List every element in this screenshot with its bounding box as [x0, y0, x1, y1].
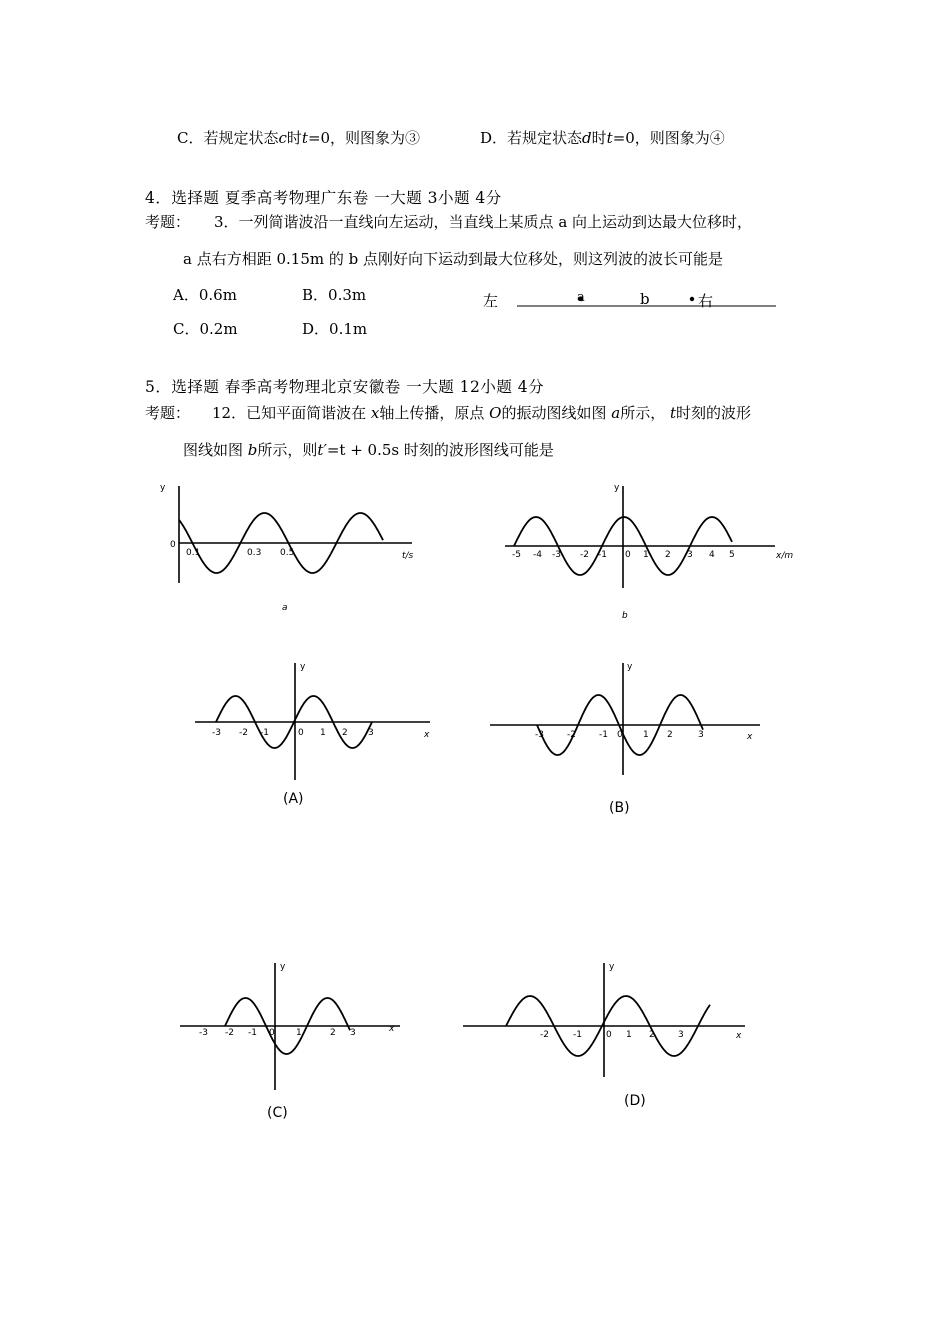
tick-label: 2: [342, 728, 348, 738]
tick-label: 4: [709, 550, 715, 560]
tick-label: 3: [687, 550, 693, 560]
q4-option-b: B．0.3m: [302, 286, 367, 304]
figure-option-d: [460, 955, 760, 1120]
tick-label: 1: [296, 1028, 302, 1038]
q4-prefix: 考题：: [145, 213, 191, 231]
tick-label: 1: [626, 1030, 632, 1040]
fig-B-caption: (B): [609, 800, 630, 816]
fig-A-ticks: [212, 728, 374, 738]
fig-a-y-label: y: [160, 483, 166, 493]
q4-option-c: C．0.2m: [173, 320, 238, 338]
fig-A-caption: (A): [283, 791, 304, 807]
tick-label: 0: [269, 1028, 275, 1038]
figure-b-waveform: [500, 478, 810, 628]
tick-label: -3: [552, 550, 561, 560]
q5-stem-line2: 图线如图 b所示，则t′=t + 0.5s 时刻的波形图线可能是: [183, 441, 554, 459]
tick-label: 2: [667, 730, 673, 740]
tick-label: -3: [535, 730, 544, 740]
fig-D-x-label: x: [736, 1031, 742, 1041]
tick-label: 3: [698, 730, 704, 740]
diagram-right-label: 右: [698, 292, 714, 310]
figure-a-vibration: [150, 478, 430, 618]
tick-label: -2: [567, 730, 576, 740]
tick-label: -2: [239, 728, 248, 738]
tick-label: 0: [606, 1030, 612, 1040]
fig-a-tick-0-1: 0.1: [186, 548, 201, 558]
tick-label: 5: [729, 550, 735, 560]
tick-label: 3: [350, 1028, 356, 1038]
fig-a-caption: a: [282, 603, 288, 613]
tick-label: 2: [649, 1030, 655, 1040]
tick-label: 1: [643, 550, 649, 560]
q5-prefix: 考题：: [145, 404, 191, 422]
tick-label: 1: [643, 730, 649, 740]
fig-B-x-label: x: [747, 732, 753, 742]
figure-option-b: [485, 655, 765, 825]
tick-label: -1: [599, 730, 608, 740]
tick-label: -2: [580, 550, 589, 560]
q4-option-a: A．0.6m: [173, 286, 237, 304]
fig-B-ticks: [535, 730, 704, 740]
q5-header: 5．选择题 春季高考物理北京安徽卷 一大题 12小题 4分: [145, 378, 545, 396]
tick-label: 3: [368, 728, 374, 738]
tick-label: -2: [225, 1028, 234, 1038]
fig-D-y-label: y: [609, 962, 615, 972]
fig-a-origin: 0: [170, 540, 176, 550]
tick-label: 2: [330, 1028, 336, 1038]
tick-label: 2: [665, 550, 671, 560]
point-a-label: a: [577, 290, 585, 305]
tick-label: 0: [617, 730, 623, 740]
fig-C-x-label: x: [389, 1024, 395, 1034]
fig-C-y-label: y: [280, 962, 286, 972]
tick-label: -1: [598, 550, 607, 560]
fig-a-tick-0-3: 0.3: [247, 548, 262, 558]
fig-A-x-label: x: [424, 730, 430, 740]
figure-option-c: [175, 955, 415, 1130]
figure-option-a: [190, 655, 450, 815]
fig-C-caption: (C): [267, 1105, 288, 1121]
tick-label: -1: [260, 728, 269, 738]
diagram-left-label: 左: [483, 292, 499, 310]
q4-stem-line1: 3．一列简谐波沿一直线向左运动，当直线上某质点 a 向上运动到达最大位移时，: [214, 213, 753, 231]
tick-label: 0: [625, 550, 631, 560]
fig-a-tick-0-5: 0.5: [280, 548, 295, 558]
q4-option-d: D．0.1m: [302, 320, 368, 338]
fig-a-x-label: t/s: [402, 551, 414, 561]
q5-stem-line1: 12．已知平面简谐波在 x轴上传播，原点 O的振动图线如图 a所示， t时刻的波形: [212, 404, 752, 422]
tick-label: -3: [212, 728, 221, 738]
q4-header: 4．选择题 夏季高考物理广东卷 一大题 3小题 4分: [145, 189, 502, 207]
option-c: C．若规定状态c时t=0，则图象为③: [177, 129, 421, 147]
tick-label: -2: [540, 1030, 549, 1040]
option-d: D．若规定状态d时t=0，则图象为④: [480, 129, 725, 147]
fig-B-y-label: y: [627, 662, 633, 672]
tick-label: 0: [298, 728, 304, 738]
fig-b-x-label: x/m: [776, 551, 794, 561]
tick-label: -4: [533, 550, 542, 560]
fig-A-y-label: y: [300, 662, 306, 672]
tick-label: -1: [573, 1030, 582, 1040]
fig-C-ticks: [199, 1028, 356, 1038]
fig-b-caption: b: [622, 611, 628, 621]
tick-label: -5: [512, 550, 521, 560]
tick-label: 1: [320, 728, 326, 738]
tick-label: -1: [248, 1028, 257, 1038]
fig-D-caption: (D): [624, 1093, 646, 1109]
point-b-dot: [690, 297, 694, 301]
tick-label: -3: [199, 1028, 208, 1038]
tick-label: 3: [678, 1030, 684, 1040]
point-b-label: b: [640, 290, 650, 308]
q4-stem-line2: a 点右方相距 0.15m 的 b 点刚好向下运动到最大位移处，则这列波的波长可能是: [183, 250, 724, 268]
fig-b-y-label: y: [614, 483, 620, 493]
